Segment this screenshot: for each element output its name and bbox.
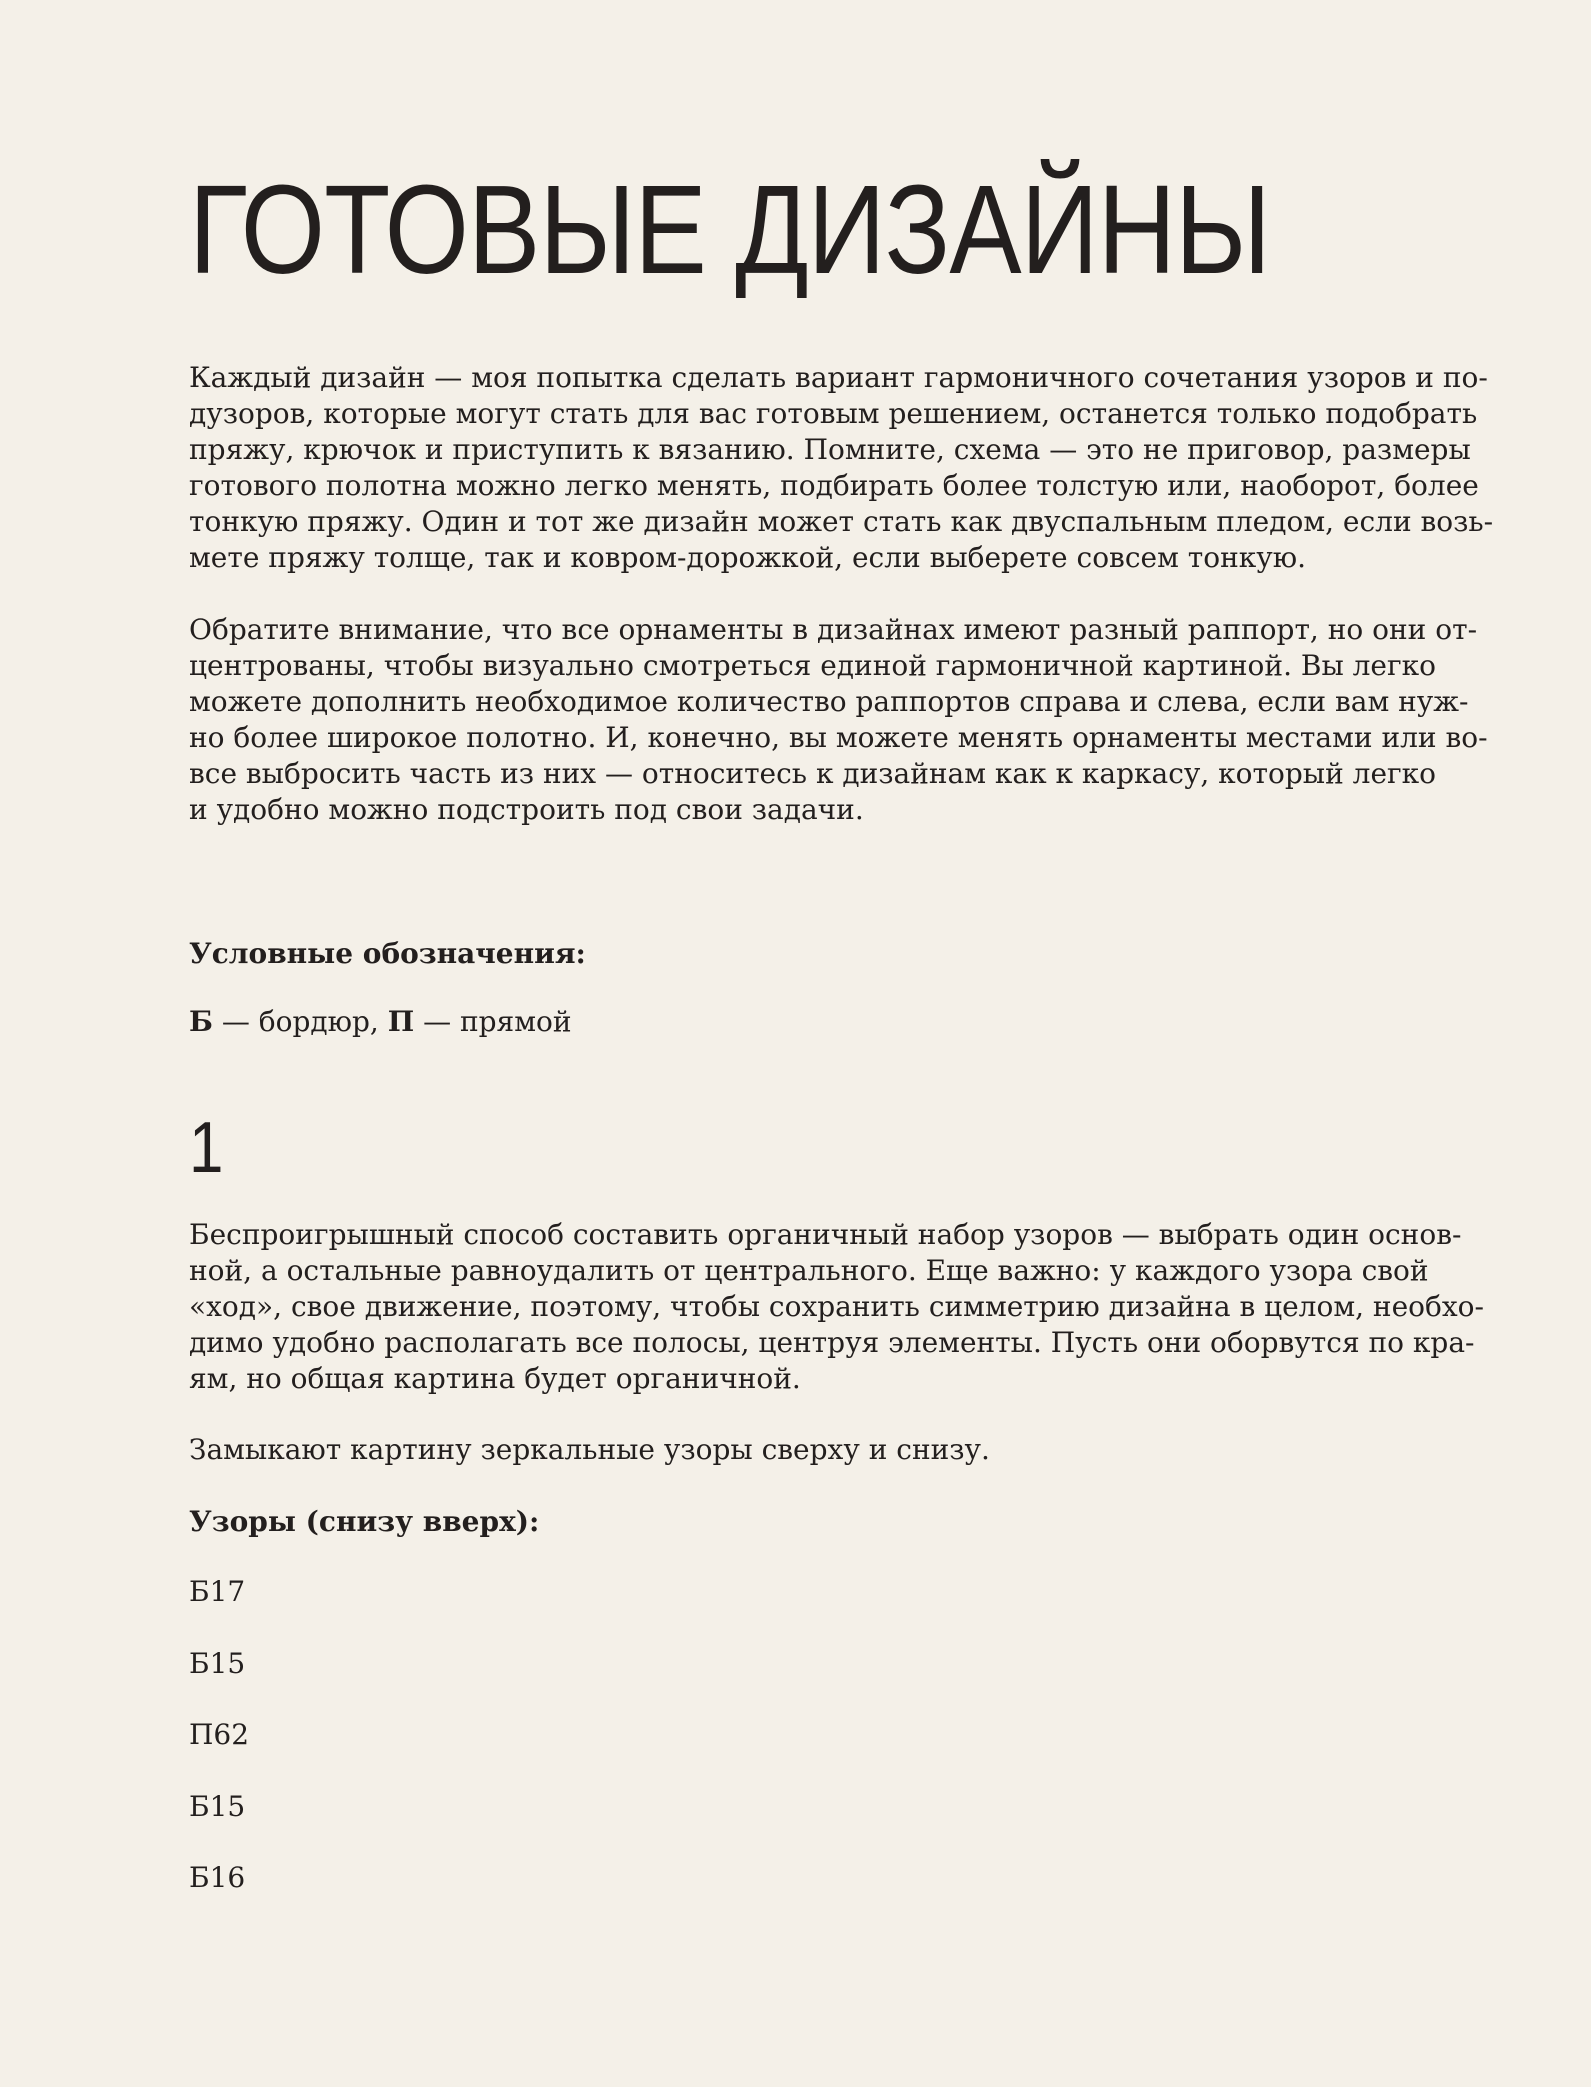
intro-paragraph-2	[189, 612, 1488, 828]
legend-heading: Условные обозначения:	[189, 937, 586, 970]
text-line: Каждый дизайн — моя попытка сделать вариант гармоничного сочетания узоров и по-	[189, 361, 1488, 394]
text-line: ям, но общая картина будет органичной.	[189, 1362, 801, 1395]
text-line: все выбросить часть из них — относитесь к дизайнам как к каркасу, который легко	[189, 757, 1437, 790]
text-line: центрованы, чтобы визуально смотреться единой гармоничной картиной. Вы легко	[189, 649, 1437, 682]
text-line: дузоров, которые могут стать для вас готовым решением, останется только подобрать	[189, 397, 1478, 430]
text-line: но более широкое полотно. И, конечно, вы можете менять орнаменты местами или во-	[189, 721, 1488, 754]
legend-line	[189, 1004, 572, 1040]
text-line: мете пряжу толще, так и ковром-дорожкой, если выберете совсем тонкую.	[189, 541, 1307, 574]
pattern-item: П62	[189, 1718, 250, 1751]
text-line: Обратите внимание, что все орнаменты в дизайнах имеют разный раппорт, но они от-	[189, 613, 1478, 646]
section-number: 1	[189, 1108, 224, 1188]
text-line: тонкую пряжу. Один и тот же дизайн может стать как двуспальным пледом, если возь-	[189, 505, 1494, 538]
text-line: пряжу, крючок и приступить к вязанию. Помните, схема — это не приговор, размеры	[189, 433, 1471, 466]
legend-border-text: — бордюр,	[212, 1005, 388, 1038]
intro-paragraph-1	[189, 360, 1493, 576]
page-title: ГОТОВЫЕ ДИЗАЙНЫ	[189, 159, 1271, 300]
pattern-item: Б15	[189, 1646, 246, 1680]
legend-straight-letter: П	[387, 1005, 415, 1038]
text-line: «ход», свое движение, поэтому, чтобы сохранить симметрию дизайна в целом, необхо-	[189, 1290, 1484, 1323]
section-paragraph	[189, 1217, 1484, 1397]
pattern-item: Б16	[189, 1861, 246, 1894]
patterns-heading: Узоры (снизу вверх):	[189, 1505, 540, 1538]
text-line: димо удобно располагать все полосы, центруя элементы. Пусть они оборвутся по кра-	[189, 1326, 1475, 1359]
text-line: можете дополнить необходимое количество раппортов справа и слева, если вам нуж-	[189, 685, 1469, 718]
text-line: Беспроигрышный способ составить органичный набор узоров — выбрать один основ-	[189, 1218, 1462, 1251]
pattern-item: Б15	[189, 1789, 246, 1823]
legend-border-letter: Б	[189, 1005, 213, 1038]
text-line: готового полотна можно легко менять, подбирать более толстую или, наоборот, более	[189, 469, 1479, 502]
text-line: и удобно можно подстроить под свои задачи.	[189, 793, 864, 826]
closing-sentence: Замыкают картину зеркальные узоры сверху и снизу.	[189, 1433, 990, 1466]
legend-straight-text: — прямой	[414, 1005, 572, 1038]
text-line: ной, а остальные равноудалить от центрального. Еще важно: у каждого узора свой	[189, 1254, 1429, 1287]
pattern-list	[189, 1574, 249, 1932]
pattern-item: Б17	[189, 1575, 246, 1608]
